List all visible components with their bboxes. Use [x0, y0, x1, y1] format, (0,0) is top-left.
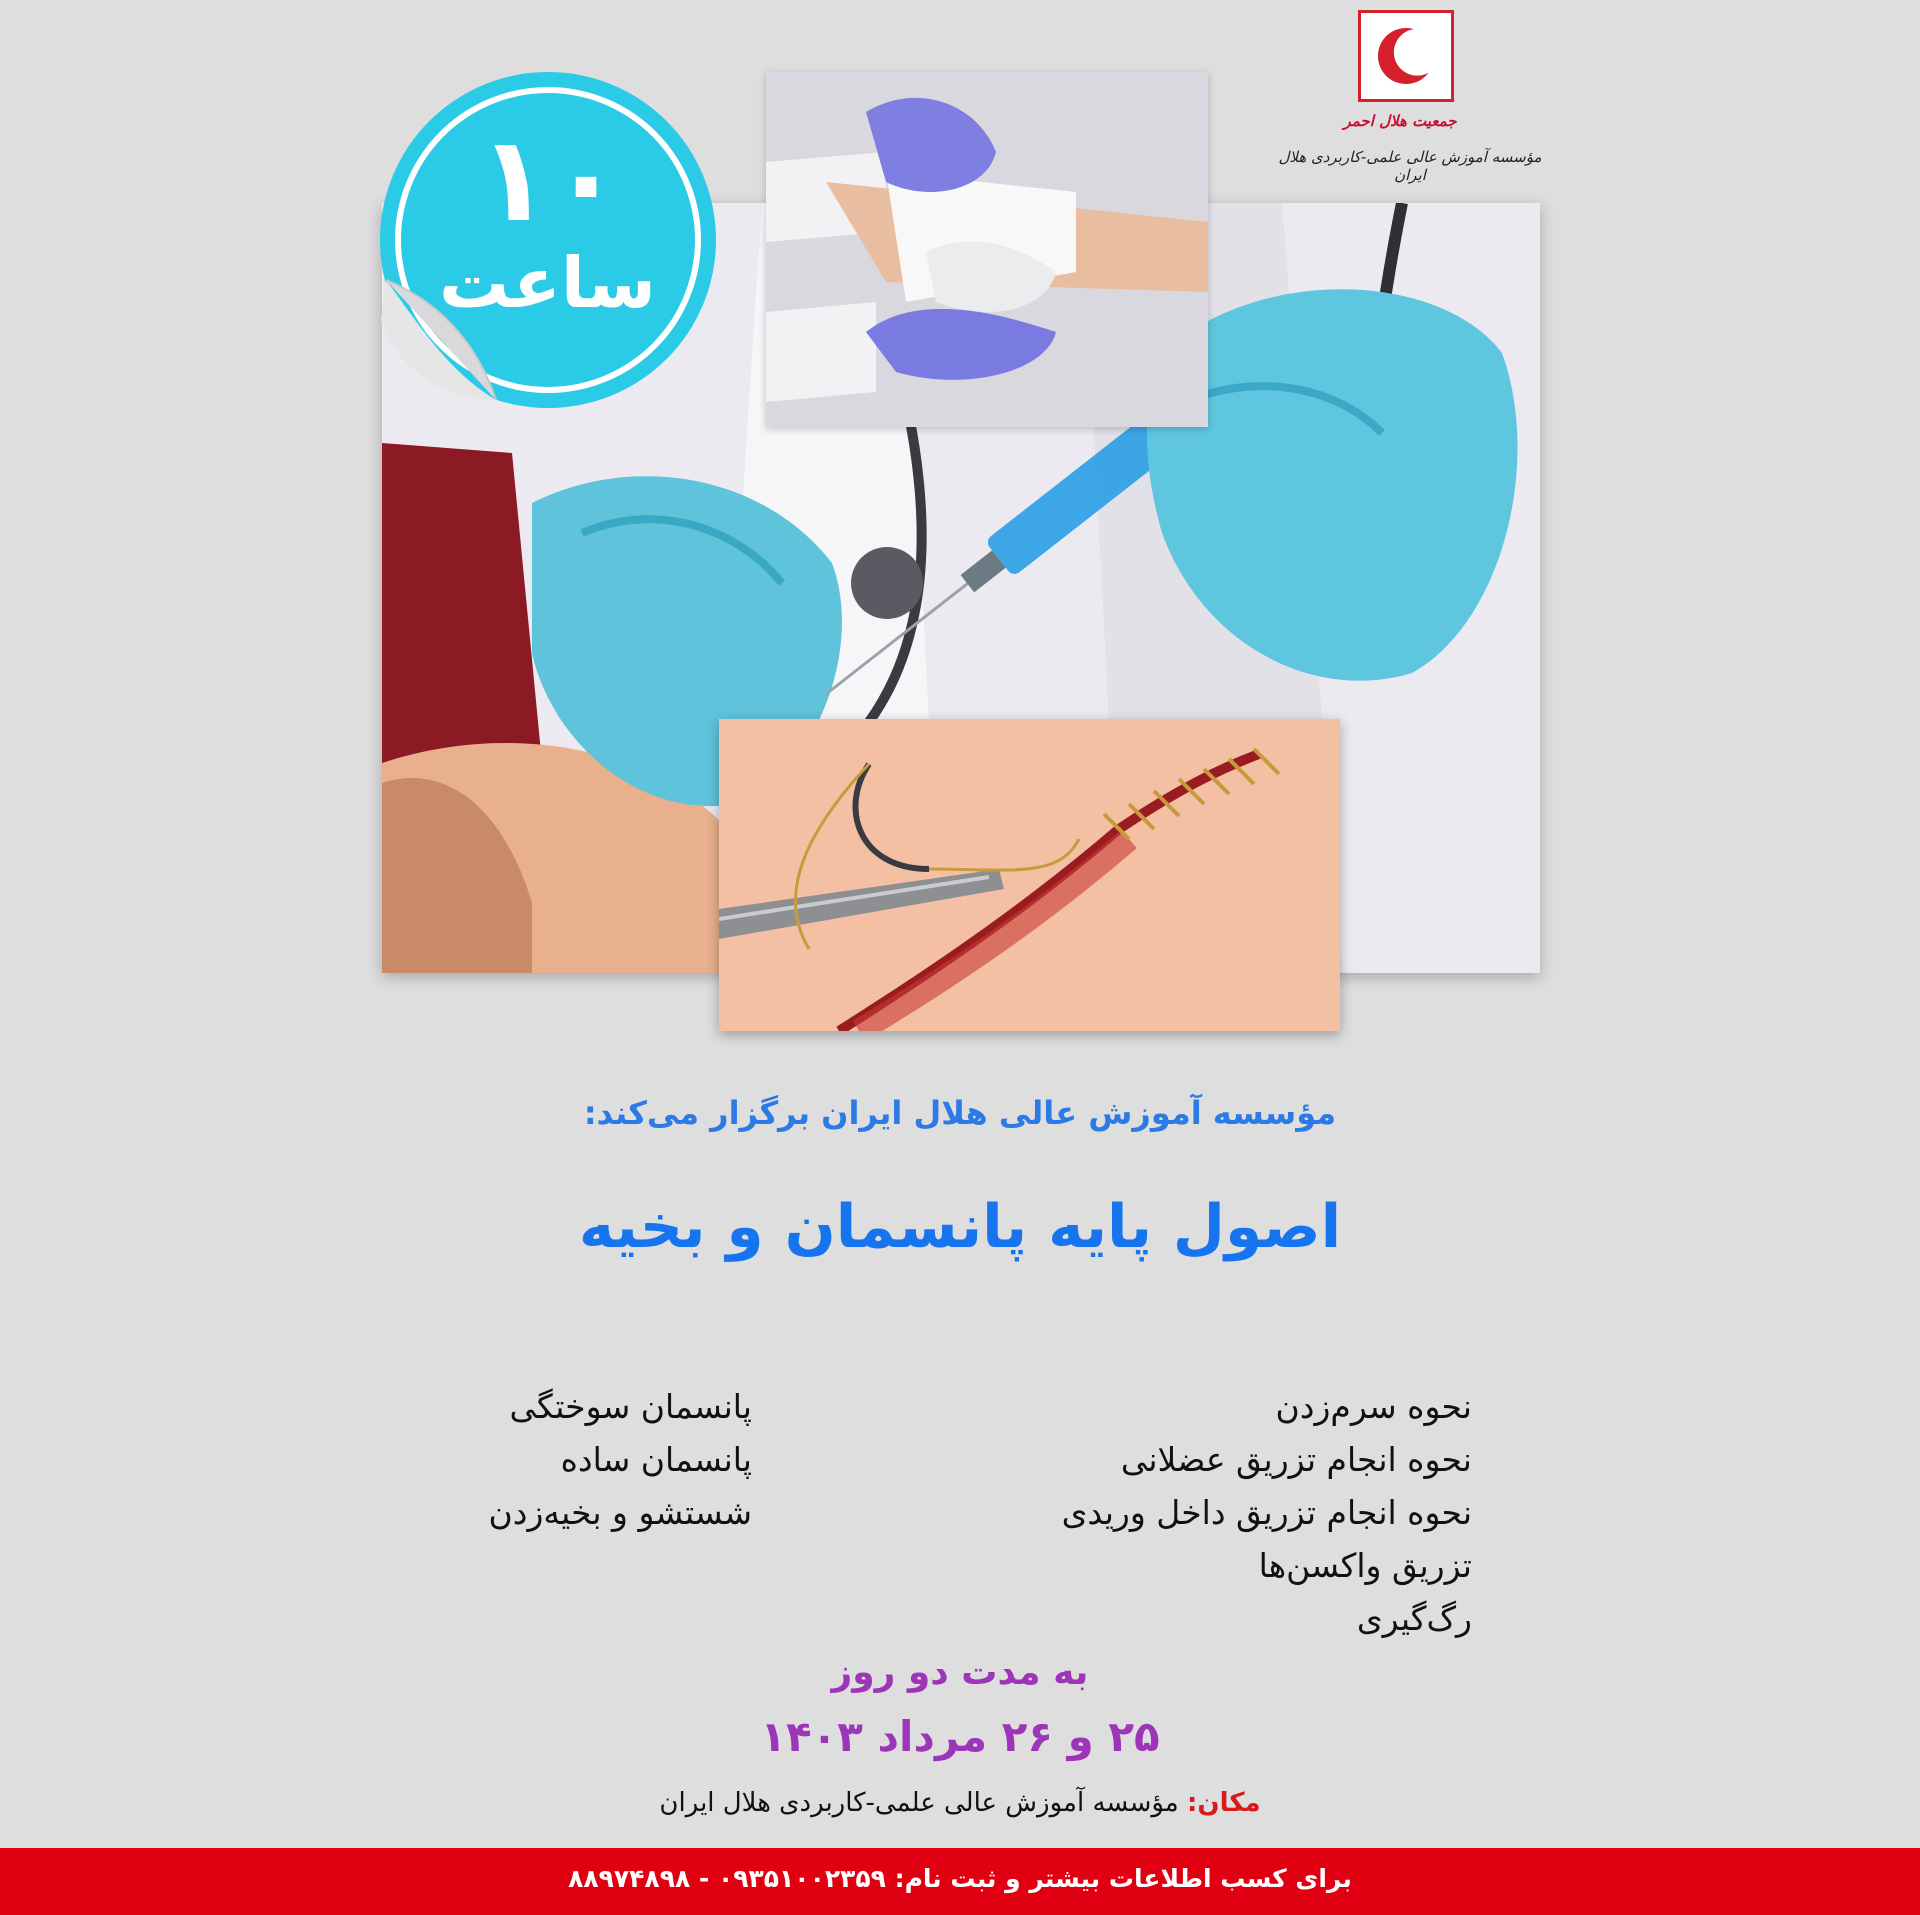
- topics-list-right: [920, 1380, 1472, 1645]
- venue-label: مکان:: [1187, 1788, 1261, 1818]
- topic-item: نحوه سرم‌زدن: [1275, 1387, 1472, 1426]
- venue-value: مؤسسه آموزش عالی علمی-کاربردی هلال ایران: [659, 1788, 1179, 1818]
- logo-org-short: جمعیت هلال احمر: [1343, 112, 1457, 130]
- topic-item: پانسمان سوختگی: [509, 1387, 752, 1426]
- topic-item: نحوه انجام تزریق داخل وریدی: [1061, 1493, 1472, 1532]
- course-title: اصول پایه پانسمان و بخیه: [578, 1192, 1342, 1262]
- red-crescent-logo: [1358, 10, 1454, 102]
- red-crescent-icon: [1361, 13, 1451, 99]
- badge-number: ۱۰: [477, 110, 623, 248]
- course-dates: ۲۵ و ۲۶ مرداد ۱۴۰۳: [760, 1712, 1160, 1761]
- topic-item: شستشو و بخیه‌زدن: [488, 1493, 752, 1532]
- topic-item: پانسمان ساده: [560, 1440, 752, 1479]
- badge-unit: ساعت: [438, 242, 656, 324]
- organizer-line: مؤسسه آموزش عالی هلال ایران برگزار می‌کند:: [583, 1094, 1337, 1132]
- logo-org-full: مؤسسه آموزش عالی علمی-کاربردی هلال ایران: [1278, 148, 1542, 184]
- topic-item: نحوه انجام تزریق عضلانی: [1120, 1440, 1472, 1479]
- bandage-photo: [766, 72, 1208, 427]
- topic-item: رگ‌گیری: [1356, 1599, 1472, 1638]
- topics-list-left: [340, 1380, 752, 1539]
- contact-info: برای کسب اطلاعات بیشتر و ثبت نام: ۰۹۳۵۱۰۰۲۳۵۹ - ۸۸۹۷۴۸۹۸: [568, 1864, 1352, 1893]
- topic-item: تزریق واکسن‌ها: [1258, 1546, 1472, 1585]
- suture-illustration: [719, 719, 1340, 1031]
- venue-line: [520, 1788, 1400, 1818]
- duration-text: به مدت دو روز: [831, 1652, 1089, 1693]
